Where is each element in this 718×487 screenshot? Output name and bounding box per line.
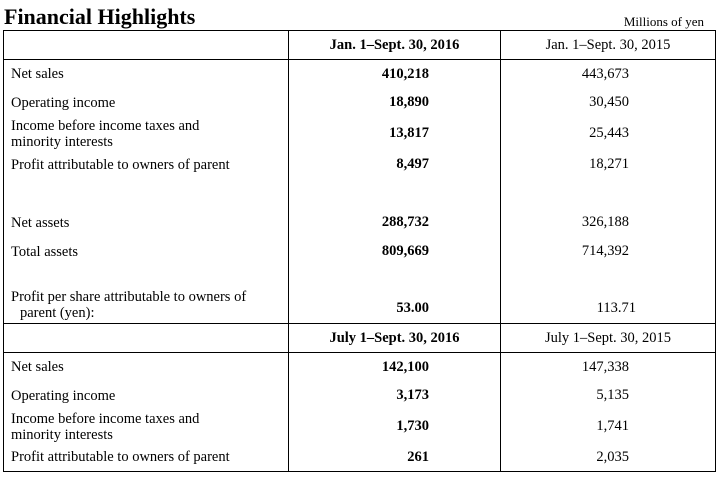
row-label: Net assets xyxy=(4,208,289,238)
row-label xyxy=(4,288,289,324)
table-row xyxy=(4,288,716,324)
value-2016: 53.00 xyxy=(289,288,501,324)
row-label xyxy=(4,410,289,444)
row-label: Total assets xyxy=(4,238,289,266)
value-2016: 809,669 xyxy=(289,238,501,266)
period1-header-row xyxy=(4,31,716,60)
value-2015: 2,035 xyxy=(501,444,716,472)
table-row xyxy=(4,353,716,382)
row-label: Profit attributable to owners of parent xyxy=(4,444,289,472)
value-2015: 1,741 xyxy=(501,410,716,444)
period2-col1-header: July 1–Sept. 30, 2016 xyxy=(289,324,501,353)
header-blank-cell xyxy=(4,324,289,353)
value-2015: 25,443 xyxy=(501,117,716,151)
spacer-row xyxy=(4,266,716,288)
value-2016: 13,817 xyxy=(289,117,501,151)
row-label-line1: Income before income taxes and xyxy=(11,410,200,427)
unit-note: Millions of yen xyxy=(623,14,704,29)
value-2015: 18,271 xyxy=(501,151,716,179)
period2-col2-header: July 1–Sept. 30, 2015 xyxy=(501,324,716,353)
row-label: Operating income xyxy=(4,89,289,117)
period2-header-row xyxy=(4,324,716,353)
value-2016: 18,890 xyxy=(289,89,501,117)
value-2015: 443,673 xyxy=(501,60,716,89)
spacer-row xyxy=(4,179,716,208)
value-2015: 113.71 xyxy=(501,288,716,324)
table-row xyxy=(4,60,716,89)
row-label: Operating income xyxy=(4,382,289,410)
value-2015: 30,450 xyxy=(501,89,716,117)
value-2015: 714,392 xyxy=(501,238,716,266)
row-label: Net sales xyxy=(4,60,289,89)
value-2016: 142,100 xyxy=(289,353,501,382)
row-label-line2: minority interests xyxy=(11,133,113,150)
value-2016: 8,497 xyxy=(289,151,501,179)
table-row xyxy=(4,382,716,410)
table-row xyxy=(4,151,716,179)
row-label: Profit attributable to owners of parent xyxy=(4,151,289,179)
table-row xyxy=(4,238,716,266)
page-title: Financial Highlights xyxy=(4,4,196,29)
period1-col1-header: Jan. 1–Sept. 30, 2016 xyxy=(289,31,501,60)
row-label-line1: Profit per share attributable to owners of xyxy=(11,289,247,305)
value-2016: 3,173 xyxy=(289,382,501,410)
row-label-line2: minority interests xyxy=(11,426,113,443)
value-2016: 261 xyxy=(289,444,501,472)
row-label: Net sales xyxy=(4,353,289,382)
value-2015: 5,135 xyxy=(501,382,716,410)
row-label-line1: Income before income taxes and xyxy=(11,117,200,134)
header-blank-cell xyxy=(4,31,289,60)
table-row xyxy=(4,444,716,472)
value-2016: 1,730 xyxy=(289,410,501,444)
table-row xyxy=(4,89,716,117)
table-row xyxy=(4,117,716,151)
period1-col2-header: Jan. 1–Sept. 30, 2015 xyxy=(501,31,716,60)
value-2015: 326,188 xyxy=(501,208,716,238)
table-row xyxy=(4,410,716,444)
value-2016: 410,218 xyxy=(289,60,501,89)
financial-highlights-table xyxy=(3,30,716,472)
value-2016: 288,732 xyxy=(289,208,501,238)
table-row xyxy=(4,208,716,238)
row-label xyxy=(4,117,289,151)
row-label-line2: parent (yen): xyxy=(20,305,95,321)
value-2015: 147,338 xyxy=(501,353,716,382)
